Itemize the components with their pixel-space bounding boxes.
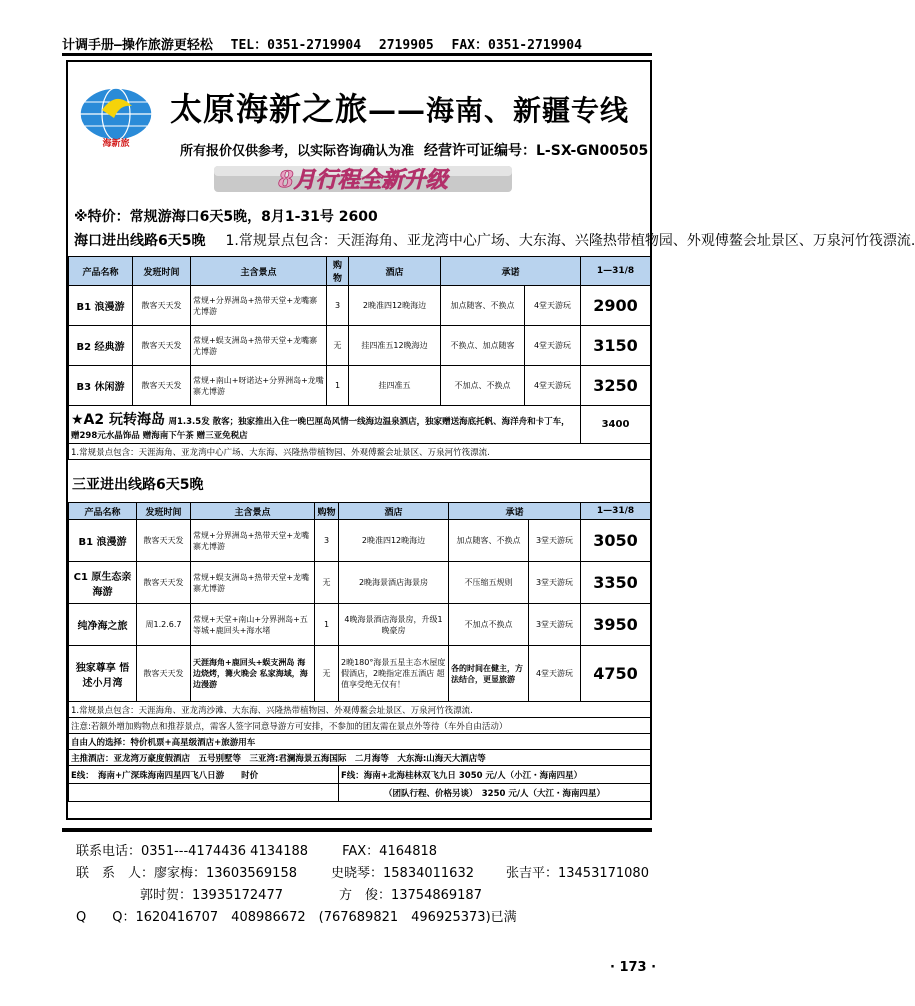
product-name: 纯净海之旅 — [69, 604, 137, 646]
promise: 加点随客、不换点 — [441, 286, 525, 326]
spots: 天涯海角+鹿回头+蜈支洲岛 海边烧烤，篝火晚会 私家海域，海边漫游 — [191, 646, 315, 702]
play: 4堂天游玩 — [525, 286, 581, 326]
spots: 常规+蜈支洲岛+热带天堂+龙嘴寨尤博游 — [191, 326, 327, 366]
hotel: 2晚准四12晚海边 — [339, 520, 449, 562]
header-cell: 主含景点 — [191, 257, 327, 286]
note-cell: 注意:若额外增加购物点和推荐景点，需客人签字同意导游方可安排，不参加的团友需在景点外等待（车外自由活动） — [69, 718, 651, 734]
line-f-cell: F线：海南+北海桂林双飞九日 3050 元/人（小江・海南四星） — [339, 766, 651, 784]
product-name: B3 休闲游 — [69, 366, 133, 406]
spots: 常规+南山+呀诺达+分界洲岛+龙嘴寨尤博游 — [191, 366, 327, 406]
hotel: 挂四准五 — [349, 366, 441, 406]
shopping: 3 — [327, 286, 349, 326]
spots: 常规+天堂+南山+分界洲岛+五等城+鹿回头+海水堵 — [191, 604, 315, 646]
header-cell: 1—31/8 — [581, 257, 651, 286]
header-cell: 产品名称 — [69, 503, 137, 520]
price: 4750 — [581, 646, 651, 702]
departure: 周1.2.6.7 — [137, 604, 191, 646]
price: 3050 — [581, 520, 651, 562]
note-row — [69, 766, 651, 784]
note-row — [69, 444, 651, 460]
header-cell: 承诺 — [449, 503, 581, 520]
shopping: 1 — [327, 366, 349, 406]
page-title — [170, 84, 629, 130]
promise: 不换点、加点随客 — [441, 326, 525, 366]
upgrade-banner — [214, 160, 512, 194]
play: 4堂天游玩 — [525, 326, 581, 366]
note-row — [69, 734, 651, 750]
special-row — [69, 406, 651, 444]
table-row — [69, 604, 651, 646]
note-cell: 1.常规景点包含：天涯海角、亚龙湾中心广场、大东海、兴隆热带植物园、外观傅鳌会址景区、万泉河竹筏漂流. — [69, 444, 651, 460]
top-bar — [62, 34, 652, 54]
slogan: 计调手册—操作旅游更轻松 — [62, 38, 213, 53]
product-name: B1 浪漫游 — [69, 286, 133, 326]
table-row — [69, 520, 651, 562]
page-number: · 173 · — [610, 960, 657, 975]
table-row — [69, 646, 651, 702]
product-name: 独家尊享 悟述小月湾 — [69, 646, 137, 702]
hotel: 挂四准五12晚海边 — [349, 326, 441, 366]
price: 2900 — [581, 286, 651, 326]
promise: 不压缩五规则 — [449, 562, 529, 604]
promise: 不加点不换点 — [449, 604, 529, 646]
header-cell: 承诺 — [441, 257, 581, 286]
haikou-title-text: 海口进出线路6天5晚 — [74, 233, 206, 249]
special-row-cell — [69, 406, 581, 444]
header-cell: 发班时间 — [133, 257, 191, 286]
table-header-row — [69, 257, 651, 286]
price: 3350 — [581, 562, 651, 604]
note-cell: 主推酒店：亚龙湾万豪度假酒店 五号别墅等 三亚湾:君澜海景五海国际 二月海等 大东海:山海天大酒店等 — [69, 750, 651, 766]
header-cell: 发班时间 — [137, 503, 191, 520]
promise: 各的时间在健主，方法结合，更显旅游 — [449, 646, 529, 702]
note-row — [69, 750, 651, 766]
play: 4堂天游玩 — [525, 366, 581, 406]
shopping: 1 — [315, 604, 339, 646]
departure: 散客天天发 — [133, 286, 191, 326]
table-row — [69, 562, 651, 604]
sanya-title: 三亚进出线路6天5晚 — [72, 477, 204, 493]
price: 3950 — [581, 604, 651, 646]
phone: 联系电话：0351---4174436 4134188 — [76, 844, 309, 859]
qq-label: Q Q： — [76, 910, 136, 925]
table-row — [69, 286, 651, 326]
hotel: 2晚海景酒店海景房 — [339, 562, 449, 604]
special-text: 周1.3.5发 散客；独家推出入住一晚巴厘岛风情一线海边温泉酒店，独家赠送海底托帆、海洋舟和卡丁车，赠298元水晶饰品 赠海南下午茶 赠三亚免税店 — [71, 416, 570, 441]
disclaimer — [180, 140, 648, 160]
departure: 散客天天发 — [137, 562, 191, 604]
promise: 不加点、不换点 — [441, 366, 525, 406]
tel2: 2719905 — [378, 38, 434, 53]
top-rule — [62, 53, 652, 56]
header-cell: 购物 — [327, 257, 349, 286]
header-cell: 1—31/8 — [581, 503, 651, 520]
spots: 常规+分界洲岛+热带天堂+龙嘴寨尤博游 — [191, 520, 315, 562]
price: 3250 — [581, 366, 651, 406]
hotel: 4晚海景酒店海景房，升级1晚豪房 — [339, 604, 449, 646]
spots: 常规+分界洲岛+热带天堂+龙嘴寨尤博游 — [191, 286, 327, 326]
license-number: 经营许可证编号：L-SX-GN00505 — [424, 143, 649, 159]
header-cell: 购物 — [315, 503, 339, 520]
contact-qq-row — [76, 906, 517, 925]
contact-person-row-2 — [140, 884, 482, 903]
play: 3堂天游玩 — [529, 562, 581, 604]
line-e-blank — [69, 784, 339, 802]
person-3: 张吉平：13453171080 — [505, 866, 649, 881]
product-name: C1 原生态亲海游 — [69, 562, 137, 604]
header-cell: 产品名称 — [69, 257, 133, 286]
special-name: ★A2 玩转海岛 — [71, 411, 166, 428]
table-row — [69, 326, 651, 366]
product-name: B1 浪漫游 — [69, 520, 137, 562]
table-row — [69, 366, 651, 406]
hotel: 2晚准四12晚海边 — [349, 286, 441, 326]
special-offer: ※特价：常规游海口6天5晚，8月1-31号 2600 — [74, 209, 378, 225]
note-row — [69, 702, 651, 718]
spots: 常规+蜈支洲岛+热带天堂+龙嘴寨尤博游 — [191, 562, 315, 604]
departure: 散客天天发 — [133, 326, 191, 366]
person-5: 方 俊：13754869187 — [338, 888, 482, 903]
shopping: 无 — [315, 562, 339, 604]
contact-person-row — [76, 862, 649, 881]
line-e-cell: E线： 海南+广深珠海南四星四飞八日游 时价 — [69, 766, 339, 784]
contact-rule — [62, 828, 652, 832]
header-cell: 酒店 — [339, 503, 449, 520]
shopping: 3 — [315, 520, 339, 562]
person-4: 郭时贺：13935172477 — [140, 888, 283, 903]
person-2: 史晓琴：15834011632 — [331, 866, 474, 881]
person-label: 联 系 人： — [76, 866, 155, 881]
note-row — [69, 784, 651, 802]
note-row — [69, 718, 651, 734]
departure: 散客天天发 — [137, 520, 191, 562]
haikou-table — [68, 256, 651, 460]
fax: FAX：4164818 — [342, 844, 438, 859]
note-cell: 自由人的选择：特价机票+高星级酒店+旅游用车 — [69, 734, 651, 750]
shopping: 无 — [315, 646, 339, 702]
price: 3150 — [581, 326, 651, 366]
promise: 加点随客、不换点 — [449, 520, 529, 562]
banner-text: 8月行程全新升级 — [278, 167, 448, 193]
title-sub: ——海南、新疆专线 — [368, 94, 630, 127]
departure: 散客天天发 — [137, 646, 191, 702]
person-1: 廖家梅：13603569158 — [154, 866, 297, 881]
haikou-title — [74, 230, 915, 250]
table-header-row — [69, 503, 651, 520]
logo-text: 海新旅 — [102, 139, 130, 149]
shopping: 无 — [327, 326, 349, 366]
play: 3堂天游玩 — [529, 604, 581, 646]
globe-logo-icon — [76, 84, 156, 150]
disclaimer-text: 所有报价仅供参考，以实际咨询确认为准 — [180, 144, 415, 159]
haikou-note: 1.常规景点包含：天涯海角、亚龙湾中心广场、大东海、兴隆热带植物园、外观傅鳌会址景区、万泉河竹筏漂流. — [225, 233, 915, 249]
play: 3堂天游玩 — [529, 520, 581, 562]
header-cell: 酒店 — [349, 257, 441, 286]
contact-phone-row — [76, 840, 437, 859]
sanya-table — [68, 502, 651, 802]
title-main: 太原海新之旅 — [170, 90, 369, 128]
departure: 散客天天发 — [133, 366, 191, 406]
line-f-cell-2: （团队行程、价格另谈） 3250 元/人（大江・海南四星） — [339, 784, 651, 802]
qq-numbers: 1620416707 408986672 (767689821 496925373)已满 — [135, 910, 517, 925]
price: 3400 — [581, 406, 651, 444]
hotel: 2晚180°海景五星主态木屋度假酒店，2晚指定准五酒店 超值享受绝无仅有！ — [339, 646, 449, 702]
tel: TEL：0351-2719904 — [230, 38, 362, 53]
play: 4堂天游玩 — [529, 646, 581, 702]
note-cell: 1.常规景点包含：天涯海角、亚龙湾沙滩、大东海、兴隆热带植物园、外观傅鳌会址景区、万泉河竹筏漂流. — [69, 702, 651, 718]
fax: FAX：0351-2719904 — [451, 38, 582, 53]
header-cell: 主含景点 — [191, 503, 315, 520]
product-name: B2 经典游 — [69, 326, 133, 366]
